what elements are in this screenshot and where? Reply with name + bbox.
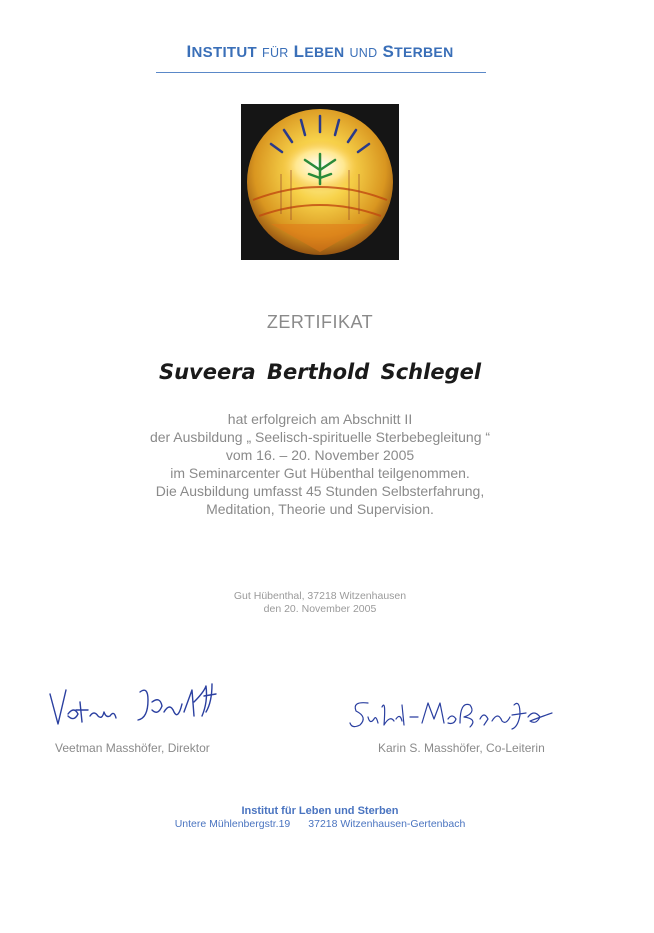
director-signature [44, 672, 224, 747]
institute-header [0, 42, 640, 62]
header-word-fuer: FÜR [262, 46, 289, 60]
body-line: im Seminarcenter Gut Hübenthal teilgenommen. [170, 465, 470, 481]
header-rule [156, 72, 486, 73]
date-line: den 20. November 2005 [263, 603, 377, 615]
co-director-signature [346, 695, 576, 740]
recipient-name: Suveera Berthold Schlegel [158, 360, 482, 384]
header-word-leben: EBEN [304, 44, 345, 60]
header-word-institut: NSTITUT [191, 44, 257, 61]
footer-institute-name: Institut für Leben und Sterben [241, 805, 399, 817]
header-initial-s: S [382, 42, 395, 61]
place-date [0, 590, 640, 616]
body-line: Meditation, Theorie und Supervision. [206, 501, 434, 517]
header-word-sterben: TERBEN [394, 44, 454, 60]
certificate-title: ZERTIFIKAT [266, 312, 374, 332]
institute-logo-image [241, 104, 399, 260]
body-line: vom 16. – 20. November 2005 [225, 447, 415, 463]
certificate-body [0, 410, 640, 518]
footer-address [0, 818, 640, 831]
header-word-und: UND [349, 46, 378, 60]
place-line: Gut Hübenthal, 37218 Witzenhausen [233, 590, 407, 602]
co-director-label: Karin S. Masshöfer, Co-Leiterin [378, 741, 545, 755]
director-label: Veetman Masshöfer, Direktor [55, 741, 210, 755]
footer-city: 37218 Witzenhausen-Gertenbach [308, 818, 466, 830]
body-line: Die Ausbildung umfasst 45 Stunden Selbsterfahrung, [155, 483, 485, 499]
footer-street: Untere Mühlenbergstr.19 [174, 818, 291, 830]
body-line: hat erfolgreich am Abschnitt II [227, 411, 413, 427]
body-line: der Ausbildung „ Seelisch-spirituelle Sterbebegleitung “ [149, 429, 491, 445]
footer [0, 805, 640, 831]
header-initial-i: I [186, 42, 192, 61]
header-initial-l: L [293, 42, 305, 61]
